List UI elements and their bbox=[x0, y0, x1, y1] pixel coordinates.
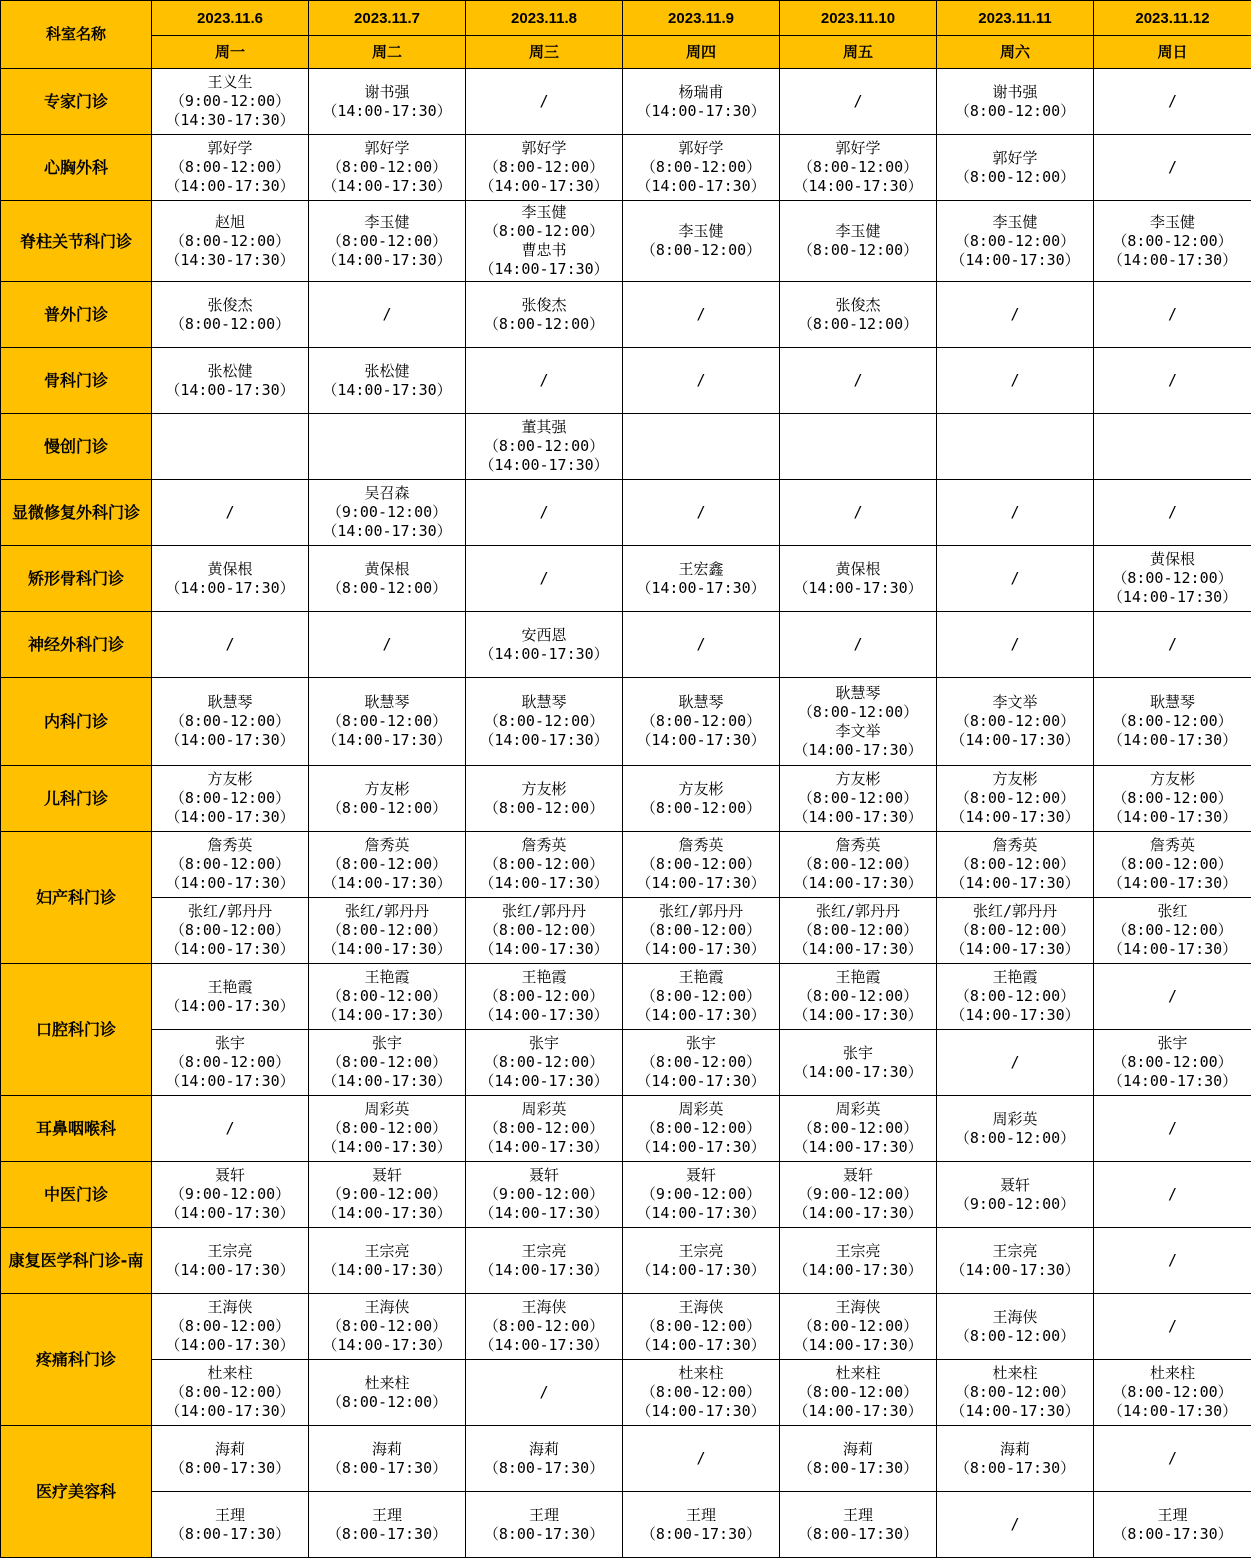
schedule-cell: 吴召森 （9:00-12:00） （14:00-17:30） bbox=[309, 480, 466, 546]
schedule-cell: / bbox=[466, 480, 623, 546]
date-header: 2023.11.7 bbox=[309, 1, 466, 36]
schedule-cell: 张俊杰 （8:00-12:00） bbox=[780, 282, 937, 348]
schedule-cell: / bbox=[466, 69, 623, 135]
schedule-cell: 安西恩 （14:00-17:30） bbox=[466, 612, 623, 678]
schedule-cell: 张宇 （8:00-12:00） （14:00-17:30） bbox=[623, 1030, 780, 1096]
schedule-cell: 方友彬 （8:00-12:00） bbox=[309, 766, 466, 832]
schedule-cell: 张宇 （8:00-12:00） （14:00-17:30） bbox=[152, 1030, 309, 1096]
schedule-cell: 詹秀英 （8:00-12:00） （14:00-17:30） bbox=[623, 832, 780, 898]
schedule-cell: 张松健 （14:00-17:30） bbox=[152, 348, 309, 414]
schedule-cell: / bbox=[466, 546, 623, 612]
schedule-cell: / bbox=[466, 348, 623, 414]
schedule-cell bbox=[937, 414, 1094, 480]
schedule-cell: 黄保根 （8:00-12:00） （14:00-17:30） bbox=[1094, 546, 1251, 612]
department-name: 心胸外科 bbox=[1, 135, 152, 201]
schedule-cell: 海莉 （8:00-17:30） bbox=[309, 1426, 466, 1492]
schedule-cell: 杜来柱 （8:00-12:00） （14:00-17:30） bbox=[780, 1360, 937, 1426]
department-name: 矫形骨科门诊 bbox=[1, 546, 152, 612]
department-name: 慢创门诊 bbox=[1, 414, 152, 480]
schedule-cell: / bbox=[1094, 1096, 1251, 1162]
schedule-header bbox=[1, 1, 1251, 69]
schedule-cell: / bbox=[152, 480, 309, 546]
schedule-cell: 聂轩 （9:00-12:00） （14:00-17:30） bbox=[466, 1162, 623, 1228]
schedule-cell: 耿慧琴 （8:00-12:00） 李文举 （14:00-17:30） bbox=[780, 678, 937, 766]
schedule-row bbox=[1, 1294, 1251, 1360]
schedule-cell: 詹秀英 （8:00-12:00） （14:00-17:30） bbox=[466, 832, 623, 898]
schedule-cell: / bbox=[623, 480, 780, 546]
schedule-cell: 赵旭 （8:00-12:00） （14:30-17:30） bbox=[152, 201, 309, 282]
schedule-cell: 郭好学 （8:00-12:00） （14:00-17:30） bbox=[152, 135, 309, 201]
schedule-cell: 黄保根 （8:00-12:00） bbox=[309, 546, 466, 612]
schedule-cell: / bbox=[623, 348, 780, 414]
schedule-cell: 聂轩 （9:00-12:00） （14:00-17:30） bbox=[780, 1162, 937, 1228]
schedule-cell: 耿慧琴 （8:00-12:00） （14:00-17:30） bbox=[309, 678, 466, 766]
schedule-row bbox=[1, 1360, 1251, 1426]
schedule-cell: 杜来柱 （8:00-12:00） bbox=[309, 1360, 466, 1426]
date-header: 2023.11.8 bbox=[466, 1, 623, 36]
schedule-cell: 詹秀英 （8:00-12:00） （14:00-17:30） bbox=[780, 832, 937, 898]
schedule-row bbox=[1, 414, 1251, 480]
schedule-cell: 詹秀英 （8:00-12:00） （14:00-17:30） bbox=[309, 832, 466, 898]
schedule-cell: 王海侠 （8:00-12:00） （14:00-17:30） bbox=[152, 1294, 309, 1360]
schedule-cell: 王宗亮 （14:00-17:30） bbox=[466, 1228, 623, 1294]
schedule-cell: / bbox=[1094, 964, 1251, 1030]
schedule-cell: 詹秀英 （8:00-12:00） （14:00-17:30） bbox=[1094, 832, 1251, 898]
schedule-cell: / bbox=[1094, 1294, 1251, 1360]
department-name: 普外门诊 bbox=[1, 282, 152, 348]
schedule-row bbox=[1, 612, 1251, 678]
weekday-header: 周三 bbox=[466, 36, 623, 69]
schedule-cell: 郭好学 （8:00-12:00） （14:00-17:30） bbox=[309, 135, 466, 201]
department-name: 康复医学科门诊-南 bbox=[1, 1228, 152, 1294]
schedule-cell: 张宇 （8:00-12:00） （14:00-17:30） bbox=[309, 1030, 466, 1096]
department-name: 脊柱关节科门诊 bbox=[1, 201, 152, 282]
schedule-cell: 张宇 （8:00-12:00） （14:00-17:30） bbox=[1094, 1030, 1251, 1096]
schedule-cell: / bbox=[937, 546, 1094, 612]
schedule-cell: 谢书强 （14:00-17:30） bbox=[309, 69, 466, 135]
schedule-row bbox=[1, 1162, 1251, 1228]
schedule-cell: 詹秀英 （8:00-12:00） （14:00-17:30） bbox=[937, 832, 1094, 898]
schedule-cell: 王海侠 （8:00-12:00） bbox=[937, 1294, 1094, 1360]
schedule-cell: / bbox=[937, 612, 1094, 678]
schedule-cell: 张松健 （14:00-17:30） bbox=[309, 348, 466, 414]
schedule-cell: 张宇 （8:00-12:00） （14:00-17:30） bbox=[466, 1030, 623, 1096]
schedule-cell: 张红/郭丹丹 （8:00-12:00） （14:00-17:30） bbox=[623, 898, 780, 964]
schedule-cell: 张红/郭丹丹 （8:00-12:00） （14:00-17:30） bbox=[152, 898, 309, 964]
schedule-cell: 聂轩 （9:00-12:00） （14:00-17:30） bbox=[309, 1162, 466, 1228]
schedule-cell: 郭好学 （8:00-12:00） bbox=[937, 135, 1094, 201]
schedule-row bbox=[1, 1426, 1251, 1492]
schedule-cell: 李玉健 （8:00-12:00） bbox=[623, 201, 780, 282]
schedule-cell: 王理 （8:00-17:30） bbox=[466, 1492, 623, 1558]
schedule-cell bbox=[152, 414, 309, 480]
department-name: 中医门诊 bbox=[1, 1162, 152, 1228]
schedule-cell: 王理 （8:00-17:30） bbox=[152, 1492, 309, 1558]
schedule-row bbox=[1, 480, 1251, 546]
schedule-row bbox=[1, 135, 1251, 201]
department-name: 专家门诊 bbox=[1, 69, 152, 135]
schedule-row bbox=[1, 964, 1251, 1030]
schedule-cell: 李玉健 （8:00-12:00） 曹忠书 （14:00-17:30） bbox=[466, 201, 623, 282]
schedule-cell: 周彩英 （8:00-12:00） （14:00-17:30） bbox=[623, 1096, 780, 1162]
schedule-cell: 詹秀英 （8:00-12:00） （14:00-17:30） bbox=[152, 832, 309, 898]
weekday-header: 周二 bbox=[309, 36, 466, 69]
schedule-cell: 张红/郭丹丹 （8:00-12:00） （14:00-17:30） bbox=[466, 898, 623, 964]
schedule-cell: / bbox=[1094, 1162, 1251, 1228]
schedule-cell: 王海侠 （8:00-12:00） （14:00-17:30） bbox=[623, 1294, 780, 1360]
schedule-cell: 黄保根 （14:00-17:30） bbox=[780, 546, 937, 612]
schedule-cell: / bbox=[937, 1030, 1094, 1096]
department-name: 内科门诊 bbox=[1, 678, 152, 766]
schedule-cell: 耿慧琴 （8:00-12:00） （14:00-17:30） bbox=[1094, 678, 1251, 766]
department-name: 耳鼻咽喉科 bbox=[1, 1096, 152, 1162]
schedule-cell: 李文举 （8:00-12:00） （14:00-17:30） bbox=[937, 678, 1094, 766]
schedule-cell: / bbox=[937, 1492, 1094, 1558]
schedule-cell: 海莉 （8:00-17:30） bbox=[780, 1426, 937, 1492]
schedule-row bbox=[1, 1096, 1251, 1162]
weekday-header: 周四 bbox=[623, 36, 780, 69]
department-name: 儿科门诊 bbox=[1, 766, 152, 832]
schedule-row bbox=[1, 1030, 1251, 1096]
schedule-cell: 王艳霞 （8:00-12:00） （14:00-17:30） bbox=[309, 964, 466, 1030]
schedule-cell: 张红/郭丹丹 （8:00-12:00） （14:00-17:30） bbox=[309, 898, 466, 964]
weekday-header: 周五 bbox=[780, 36, 937, 69]
schedule-row bbox=[1, 898, 1251, 964]
schedule-cell: / bbox=[309, 612, 466, 678]
schedule-cell: / bbox=[623, 282, 780, 348]
schedule-cell: 耿慧琴 （8:00-12:00） （14:00-17:30） bbox=[623, 678, 780, 766]
date-header: 2023.11.9 bbox=[623, 1, 780, 36]
department-name: 显微修复外科门诊 bbox=[1, 480, 152, 546]
schedule-cell: 王宗亮 （14:00-17:30） bbox=[152, 1228, 309, 1294]
schedule-cell: / bbox=[780, 612, 937, 678]
schedule-cell: / bbox=[623, 612, 780, 678]
schedule-cell: 董其强 （8:00-12:00） （14:00-17:30） bbox=[466, 414, 623, 480]
department-name: 妇产科门诊 bbox=[1, 832, 152, 964]
date-header: 2023.11.12 bbox=[1094, 1, 1251, 36]
schedule-body bbox=[1, 69, 1251, 1558]
schedule-cell: 王宏鑫 （14:00-17:30） bbox=[623, 546, 780, 612]
schedule-row bbox=[1, 766, 1251, 832]
schedule-cell: / bbox=[780, 348, 937, 414]
schedule-row bbox=[1, 282, 1251, 348]
schedule-cell: 王艳霞 （8:00-12:00） （14:00-17:30） bbox=[780, 964, 937, 1030]
schedule-cell: 杜来柱 （8:00-12:00） （14:00-17:30） bbox=[623, 1360, 780, 1426]
schedule-cell: / bbox=[152, 612, 309, 678]
schedule-cell: / bbox=[937, 282, 1094, 348]
schedule-cell: 周彩英 （8:00-12:00） （14:00-17:30） bbox=[466, 1096, 623, 1162]
schedule-cell: / bbox=[1094, 282, 1251, 348]
schedule-cell: 王海侠 （8:00-12:00） （14:00-17:30） bbox=[466, 1294, 623, 1360]
schedule-cell: 张红/郭丹丹 （8:00-12:00） （14:00-17:30） bbox=[780, 898, 937, 964]
schedule-row bbox=[1, 678, 1251, 766]
schedule-cell: 王艳霞 （8:00-12:00） （14:00-17:30） bbox=[466, 964, 623, 1030]
schedule-cell: 李玉健 （8:00-12:00） （14:00-17:30） bbox=[309, 201, 466, 282]
schedule-cell: 方友彬 （8:00-12:00） bbox=[466, 766, 623, 832]
schedule-cell: 聂轩 （9:00-12:00） bbox=[937, 1162, 1094, 1228]
schedule-cell: 聂轩 （9:00-12:00） （14:00-17:30） bbox=[623, 1162, 780, 1228]
schedule-cell: 王艳霞 （8:00-12:00） （14:00-17:30） bbox=[937, 964, 1094, 1030]
schedule-cell: 方友彬 （8:00-12:00） （14:00-17:30） bbox=[780, 766, 937, 832]
schedule-cell: 郭好学 （8:00-12:00） （14:00-17:30） bbox=[466, 135, 623, 201]
schedule-cell: 谢书强 （8:00-12:00） bbox=[937, 69, 1094, 135]
schedule-cell: 杜来柱 （8:00-12:00） （14:00-17:30） bbox=[937, 1360, 1094, 1426]
schedule-cell: 张俊杰 （8:00-12:00） bbox=[152, 282, 309, 348]
schedule-cell: / bbox=[1094, 135, 1251, 201]
schedule-row bbox=[1, 69, 1251, 135]
date-header: 2023.11.11 bbox=[937, 1, 1094, 36]
schedule-cell: 张俊杰 （8:00-12:00） bbox=[466, 282, 623, 348]
date-header: 2023.11.10 bbox=[780, 1, 937, 36]
schedule-cell: 海莉 （8:00-17:30） bbox=[466, 1426, 623, 1492]
schedule-cell: 耿慧琴 （8:00-12:00） （14:00-17:30） bbox=[152, 678, 309, 766]
weekday-header: 周日 bbox=[1094, 36, 1251, 69]
schedule-cell: 周彩英 （8:00-12:00） bbox=[937, 1096, 1094, 1162]
schedule-cell: 方友彬 （8:00-12:00） （14:00-17:30） bbox=[152, 766, 309, 832]
department-name: 疼痛科门诊 bbox=[1, 1294, 152, 1426]
schedule-cell: / bbox=[1094, 1426, 1251, 1492]
schedule-cell: 王理 （8:00-17:30） bbox=[623, 1492, 780, 1558]
schedule-cell: / bbox=[937, 348, 1094, 414]
schedule-cell: 海莉 （8:00-17:30） bbox=[152, 1426, 309, 1492]
schedule-cell: 方友彬 （8:00-12:00） bbox=[623, 766, 780, 832]
schedule-cell: / bbox=[1094, 612, 1251, 678]
dept-column-header: 科室名称 bbox=[1, 1, 152, 69]
schedule-cell: 王理 （8:00-17:30） bbox=[780, 1492, 937, 1558]
department-name: 神经外科门诊 bbox=[1, 612, 152, 678]
schedule-row bbox=[1, 832, 1251, 898]
schedule-row bbox=[1, 201, 1251, 282]
schedule-cell: 王理 （8:00-17:30） bbox=[309, 1492, 466, 1558]
schedule-cell bbox=[309, 414, 466, 480]
schedule-cell: 杜来柱 （8:00-12:00） （14:00-17:30） bbox=[1094, 1360, 1251, 1426]
schedule-cell bbox=[623, 414, 780, 480]
schedule-cell: 王宗亮 （14:00-17:30） bbox=[937, 1228, 1094, 1294]
schedule-cell: 耿慧琴 （8:00-12:00） （14:00-17:30） bbox=[466, 678, 623, 766]
schedule-cell: / bbox=[152, 1096, 309, 1162]
schedule-cell: / bbox=[780, 69, 937, 135]
schedule-cell: 聂轩 （9:00-12:00） （14:00-17:30） bbox=[152, 1162, 309, 1228]
schedule-cell: 张宇 （14:00-17:30） bbox=[780, 1030, 937, 1096]
schedule-cell: / bbox=[937, 480, 1094, 546]
schedule-row bbox=[1, 348, 1251, 414]
schedule-cell: 李玉健 （8:00-12:00） （14:00-17:30） bbox=[1094, 201, 1251, 282]
schedule-cell: 郭好学 （8:00-12:00） （14:00-17:30） bbox=[780, 135, 937, 201]
schedule-cell: 张红/郭丹丹 （8:00-12:00） （14:00-17:30） bbox=[937, 898, 1094, 964]
schedule-cell bbox=[1094, 414, 1251, 480]
schedule-cell: 王宗亮 （14:00-17:30） bbox=[309, 1228, 466, 1294]
schedule-cell: / bbox=[1094, 348, 1251, 414]
schedule-cell: / bbox=[1094, 69, 1251, 135]
schedule-cell: 方友彬 （8:00-12:00） （14:00-17:30） bbox=[1094, 766, 1251, 832]
schedule-cell: 方友彬 （8:00-12:00） （14:00-17:30） bbox=[937, 766, 1094, 832]
schedule-cell: 海莉 （8:00-17:30） bbox=[937, 1426, 1094, 1492]
schedule-cell: 周彩英 （8:00-12:00） （14:00-17:30） bbox=[309, 1096, 466, 1162]
schedule-cell bbox=[780, 414, 937, 480]
schedule-row bbox=[1, 1228, 1251, 1294]
schedule-cell: 王海侠 （8:00-12:00） （14:00-17:30） bbox=[780, 1294, 937, 1360]
department-name: 医疗美容科 bbox=[1, 1426, 152, 1558]
schedule-cell: / bbox=[309, 282, 466, 348]
schedule-cell: 黄保根 （14:00-17:30） bbox=[152, 546, 309, 612]
schedule-cell: 杜来柱 （8:00-12:00） （14:00-17:30） bbox=[152, 1360, 309, 1426]
schedule-cell: 周彩英 （8:00-12:00） （14:00-17:30） bbox=[780, 1096, 937, 1162]
schedule-cell: 王艳霞 （8:00-12:00） （14:00-17:30） bbox=[623, 964, 780, 1030]
schedule-cell: / bbox=[466, 1360, 623, 1426]
schedule-cell: 王理 （8:00-17:30） bbox=[1094, 1492, 1251, 1558]
schedule-cell: 李玉健 （8:00-12:00） （14:00-17:30） bbox=[937, 201, 1094, 282]
schedule-row bbox=[1, 546, 1251, 612]
schedule-cell: / bbox=[780, 480, 937, 546]
schedule-cell: 郭好学 （8:00-12:00） （14:00-17:30） bbox=[623, 135, 780, 201]
schedule-cell: / bbox=[1094, 480, 1251, 546]
schedule-cell: 王宗亮 （14:00-17:30） bbox=[623, 1228, 780, 1294]
department-name: 骨科门诊 bbox=[1, 348, 152, 414]
schedule-cell: 张红 （8:00-12:00） （14:00-17:30） bbox=[1094, 898, 1251, 964]
schedule-cell: 王艳霞 （14:00-17:30） bbox=[152, 964, 309, 1030]
schedule-cell: 李玉健 （8:00-12:00） bbox=[780, 201, 937, 282]
schedule-cell: 王宗亮 （14:00-17:30） bbox=[780, 1228, 937, 1294]
schedule-cell: / bbox=[623, 1426, 780, 1492]
date-header: 2023.11.6 bbox=[152, 1, 309, 36]
schedule-cell: 王义生 （9:00-12:00） （14:30-17:30） bbox=[152, 69, 309, 135]
schedule-cell: 杨瑞甫 （14:00-17:30） bbox=[623, 69, 780, 135]
schedule-cell: 王海侠 （8:00-12:00） （14:00-17:30） bbox=[309, 1294, 466, 1360]
schedule-row bbox=[1, 1492, 1251, 1558]
weekday-header: 周一 bbox=[152, 36, 309, 69]
schedule-cell: / bbox=[1094, 1228, 1251, 1294]
department-name: 口腔科门诊 bbox=[1, 964, 152, 1096]
weekday-header: 周六 bbox=[937, 36, 1094, 69]
